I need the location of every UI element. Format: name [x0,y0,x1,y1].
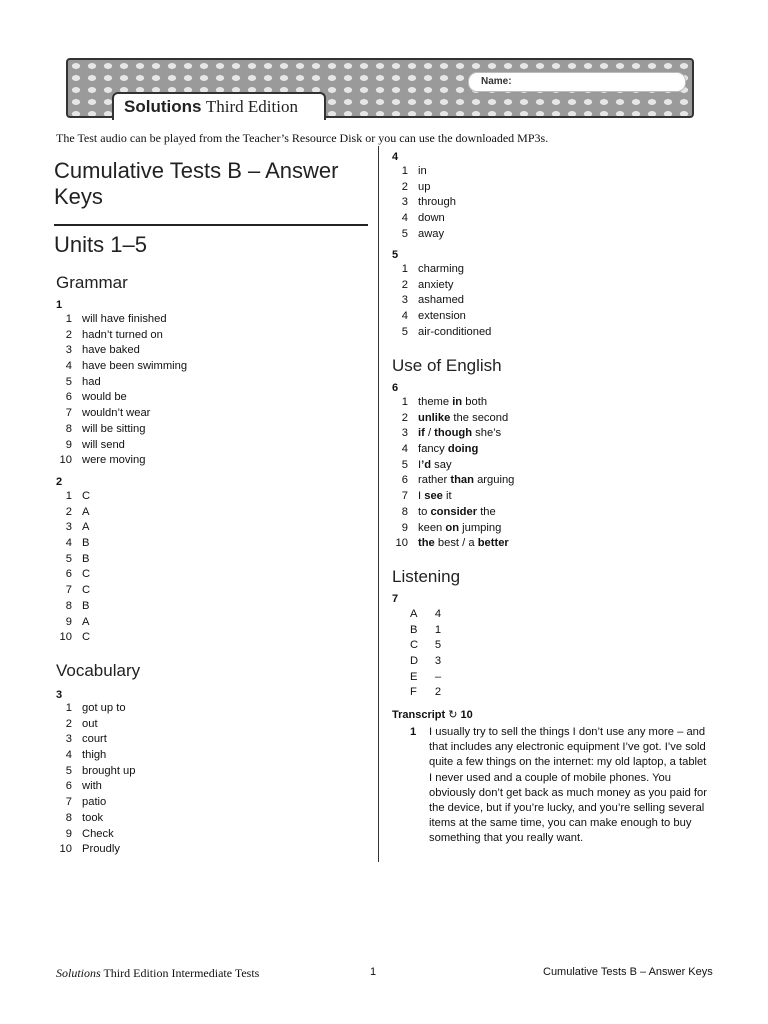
item-answer: B [82,599,90,612]
item-number: 2 [401,411,408,424]
item-number: 4 [401,443,408,456]
item-number: 6 [65,568,72,581]
transcript-paragraph-number: 1 [410,726,417,738]
list-item [410,638,448,654]
item-number: 1 [401,263,408,275]
brand-secondary: Third Edition [205,97,298,116]
item-number: 7 [65,584,72,597]
footer-book-title [56,966,259,981]
list-item [46,567,90,583]
item-answer: brought up [82,764,136,777]
item-answer: will be sitting [82,422,146,435]
list-item [410,654,448,670]
item-number: 3 [65,733,72,746]
list-item [46,811,136,827]
item-answer: C [82,490,91,502]
item-answer: Proudly [82,843,120,856]
list-item [46,630,90,646]
item-answer: court [82,733,107,746]
unit-title: Units 1–5 [54,232,147,257]
list-item [46,599,90,615]
list-item [46,390,187,406]
list-item [46,453,187,469]
item-number: 4 [65,360,72,373]
item-number: 5 [65,764,72,777]
item-answer: have baked [82,344,140,357]
item-answer: in [418,165,427,177]
section-title-listening: Listening [392,567,461,586]
item-answer: would be [82,391,127,404]
answer-keyword: though [434,427,473,440]
item-number: 2 [65,505,72,518]
list-item [46,536,90,552]
answer-list-6 [382,395,514,552]
list-item [46,406,187,422]
section-title-use-of-english: Use of English [392,356,502,375]
list-item [382,211,456,227]
item-number: 1 [401,396,408,408]
item-number: 10 [395,537,408,550]
answer-list-5 [382,262,491,340]
item-number: 5 [401,458,408,471]
answer-text: / [424,427,435,440]
list-item [382,293,491,309]
item-answer: B [82,537,90,550]
page-title: Cumulative Tests B – Answer Keys [54,158,339,209]
list-item [382,426,514,442]
item-number: 5 [65,552,72,565]
list-item [46,779,136,795]
answer-keyword: in [452,396,463,408]
item-answer: charming [418,263,465,275]
item-answer: A [82,615,90,628]
item-number: 3 [65,344,72,357]
item-answer: will send [82,438,125,451]
exercise-number: 2 [56,476,63,488]
transcript-text: I usually try to sell the things I don’t use any more – and that includes any electronic equipment I’ve got. I’ve sold quite a few things on the internet: my old laptop, a tablet I never used and a couple of mobile phones. You obviously don’t get back as much money as you paid for the device, but if you’re lucky, and you’re selling several items at the same time, you can make enough to buy something that you really want. [429,726,707,845]
item-number: 10 [59,631,72,644]
item-number: 4 [401,212,408,225]
item-number: 6 [401,474,408,487]
list-item [46,764,136,780]
answer-list-4 [382,164,456,242]
brand-logo [112,92,326,120]
item-number: 6 [65,391,72,404]
list-item [46,505,90,521]
item-number: 4 [401,310,408,323]
item-number: 9 [65,438,72,451]
item-answer: ashamed [418,294,465,307]
answer-keyword: consider [430,505,478,518]
item-number: 8 [65,422,72,435]
item-answer: patio [82,796,107,809]
item-number: 3 [401,427,408,440]
item-answer: will have finished [82,313,167,325]
list-item [46,438,187,454]
list-item [46,328,187,344]
list-item [410,607,448,623]
item-answer: had [82,375,101,388]
footer-section-title: Cumulative Tests B – Answer Keys [543,966,713,978]
list-item [382,458,514,474]
answer-keyword: if [418,427,425,440]
answer-text: I [418,458,422,471]
item-number: 2 [401,180,408,193]
answer-keyword: on [445,521,460,534]
item-answer: A [82,505,90,518]
item-number: 1 [65,702,72,714]
item-answer: C [82,631,91,644]
item-answer: through [418,196,456,209]
item-answer: anxiety [418,278,454,291]
list-item [46,615,90,631]
answer-list-3 [46,701,136,858]
answer-keyword: than [450,474,474,487]
answer-text: the second [450,411,509,424]
list-item [382,411,514,427]
item-answer: 4 [434,608,442,620]
item-answer: A [82,521,90,534]
item-letter: C [410,639,419,652]
list-item [46,732,136,748]
list-item [46,489,90,505]
item-letter: E [410,670,418,683]
answer-text: theme [418,396,453,408]
item-number: 4 [65,749,72,762]
list-item [382,473,514,489]
item-answer: Check [82,827,114,840]
list-item [382,195,456,211]
list-item [382,505,514,521]
item-number: 2 [401,278,408,291]
list-item [46,827,136,843]
exercise-number: 3 [56,689,63,701]
item-number: 4 [65,537,72,550]
item-number: 6 [65,780,72,793]
item-number: 5 [401,325,408,338]
answer-text: to [418,505,431,518]
answer-text: keen [418,521,446,534]
item-number: 1 [401,165,408,177]
item-number: 7 [65,407,72,420]
item-number: 7 [401,490,408,503]
list-item [46,343,187,359]
item-answer: air-conditioned [418,325,492,338]
list-item [382,521,514,537]
answer-text: I [418,490,425,503]
list-item [382,164,456,180]
item-answer: extension [418,310,466,323]
list-item [46,701,136,717]
answer-text: jumping [459,521,502,534]
item-letter: D [410,655,419,668]
footer-book-rest: Third Edition Intermediate Tests [100,966,260,980]
answer-text: say [431,458,452,471]
list-item [46,748,136,764]
item-letter: F [410,686,417,699]
answer-text: fancy [418,443,448,456]
item-letter: A [410,608,418,620]
list-item [410,670,448,686]
answer-keyword: unlike [418,411,451,424]
item-number: 3 [401,196,408,209]
list-item [46,312,187,328]
answer-list-1 [46,312,187,469]
exercise-number: 5 [392,249,399,261]
item-number: 2 [65,328,72,341]
list-item [46,422,187,438]
transcript-heading [392,708,473,721]
exercise-number: 1 [56,299,63,311]
item-answer: got up to [82,702,126,714]
item-number: 10 [59,454,72,467]
item-answer: – [434,670,442,683]
item-number: 9 [65,827,72,840]
exercise-number: 7 [392,593,399,605]
answer-text: it [442,490,452,503]
item-answer: hadn’t turned on [82,328,163,341]
exercise-number: 4 [392,151,399,163]
list-item [382,309,491,325]
name-field[interactable] [468,72,686,92]
answer-text: arguing [473,474,515,487]
answer-list-7 [410,607,448,701]
list-item [382,536,514,552]
list-item [46,795,136,811]
item-number: 5 [65,375,72,388]
item-number: 1 [65,490,72,502]
item-answer: out [82,717,98,730]
list-item [46,583,90,599]
item-answer: with [82,780,102,793]
item-answer: up [418,180,431,193]
exercise-number: 6 [392,382,399,394]
audio-track-icon: ↻ [448,709,458,721]
item-number: 3 [401,294,408,307]
answer-keyword: ’d [421,458,432,471]
item-number: 8 [65,811,72,824]
answer-keyword: the [418,537,435,550]
item-number: 8 [401,505,408,518]
item-answer: took [82,811,104,824]
answer-text: both [462,396,488,408]
list-item [382,442,514,458]
list-item [382,180,456,196]
item-answer: wouldn’t wear [82,407,151,420]
item-number: 9 [65,615,72,628]
item-number: 3 [65,521,72,534]
audio-note: The Test audio can be played from the Teacher’s Resource Disk or you can use the downloaded MP3s. [56,131,549,145]
item-answer: C [82,584,91,597]
item-answer: B [82,552,90,565]
item-answer: C [82,568,91,581]
list-item [382,262,491,278]
section-title-grammar: Grammar [56,273,128,292]
list-item [46,375,187,391]
item-letter: B [410,623,418,636]
list-item [46,717,136,733]
list-item [46,359,187,375]
item-answer: 2 [434,686,442,699]
transcript-label: Transcript [392,709,446,721]
answer-list-2 [46,489,90,646]
answer-keyword: see [424,490,443,503]
section-title-vocabulary: Vocabulary [56,661,141,680]
answer-text: best / a [434,537,478,550]
item-answer: away [418,227,445,240]
list-item [382,227,456,243]
page-number: 1 [370,966,377,978]
item-answer: down [418,212,445,225]
answer-keyword: doing [447,443,479,456]
item-number: 9 [401,521,408,534]
item-number: 2 [65,717,72,730]
title-rule [54,224,368,226]
brand-primary: Solutions [124,97,202,116]
list-item [410,685,448,701]
list-item [410,623,448,639]
transcript-track: 10 [460,709,473,721]
list-item [46,520,90,536]
item-answer: 5 [434,639,442,652]
list-item [382,278,491,294]
list-item [382,489,514,505]
answer-text: she’s [472,427,502,440]
item-number: 1 [65,313,72,325]
list-item [382,325,491,341]
list-item [382,395,514,411]
item-answer: thigh [82,749,107,762]
answer-keyword: better [477,537,509,550]
list-item [46,552,90,568]
item-answer: 1 [434,623,442,636]
item-number: 7 [65,796,72,809]
name-label: Name: [481,76,512,87]
column-divider [378,146,379,862]
list-item [46,842,136,858]
answer-text: rather [418,474,451,487]
item-number: 5 [401,227,408,240]
answer-text: the [477,505,496,518]
item-number: 8 [65,599,72,612]
footer-book-italic: Solutions [56,966,101,980]
item-answer: 3 [434,655,442,668]
item-number: 10 [59,843,72,856]
item-answer: were moving [82,454,146,467]
item-answer: have been swimming [82,360,188,373]
